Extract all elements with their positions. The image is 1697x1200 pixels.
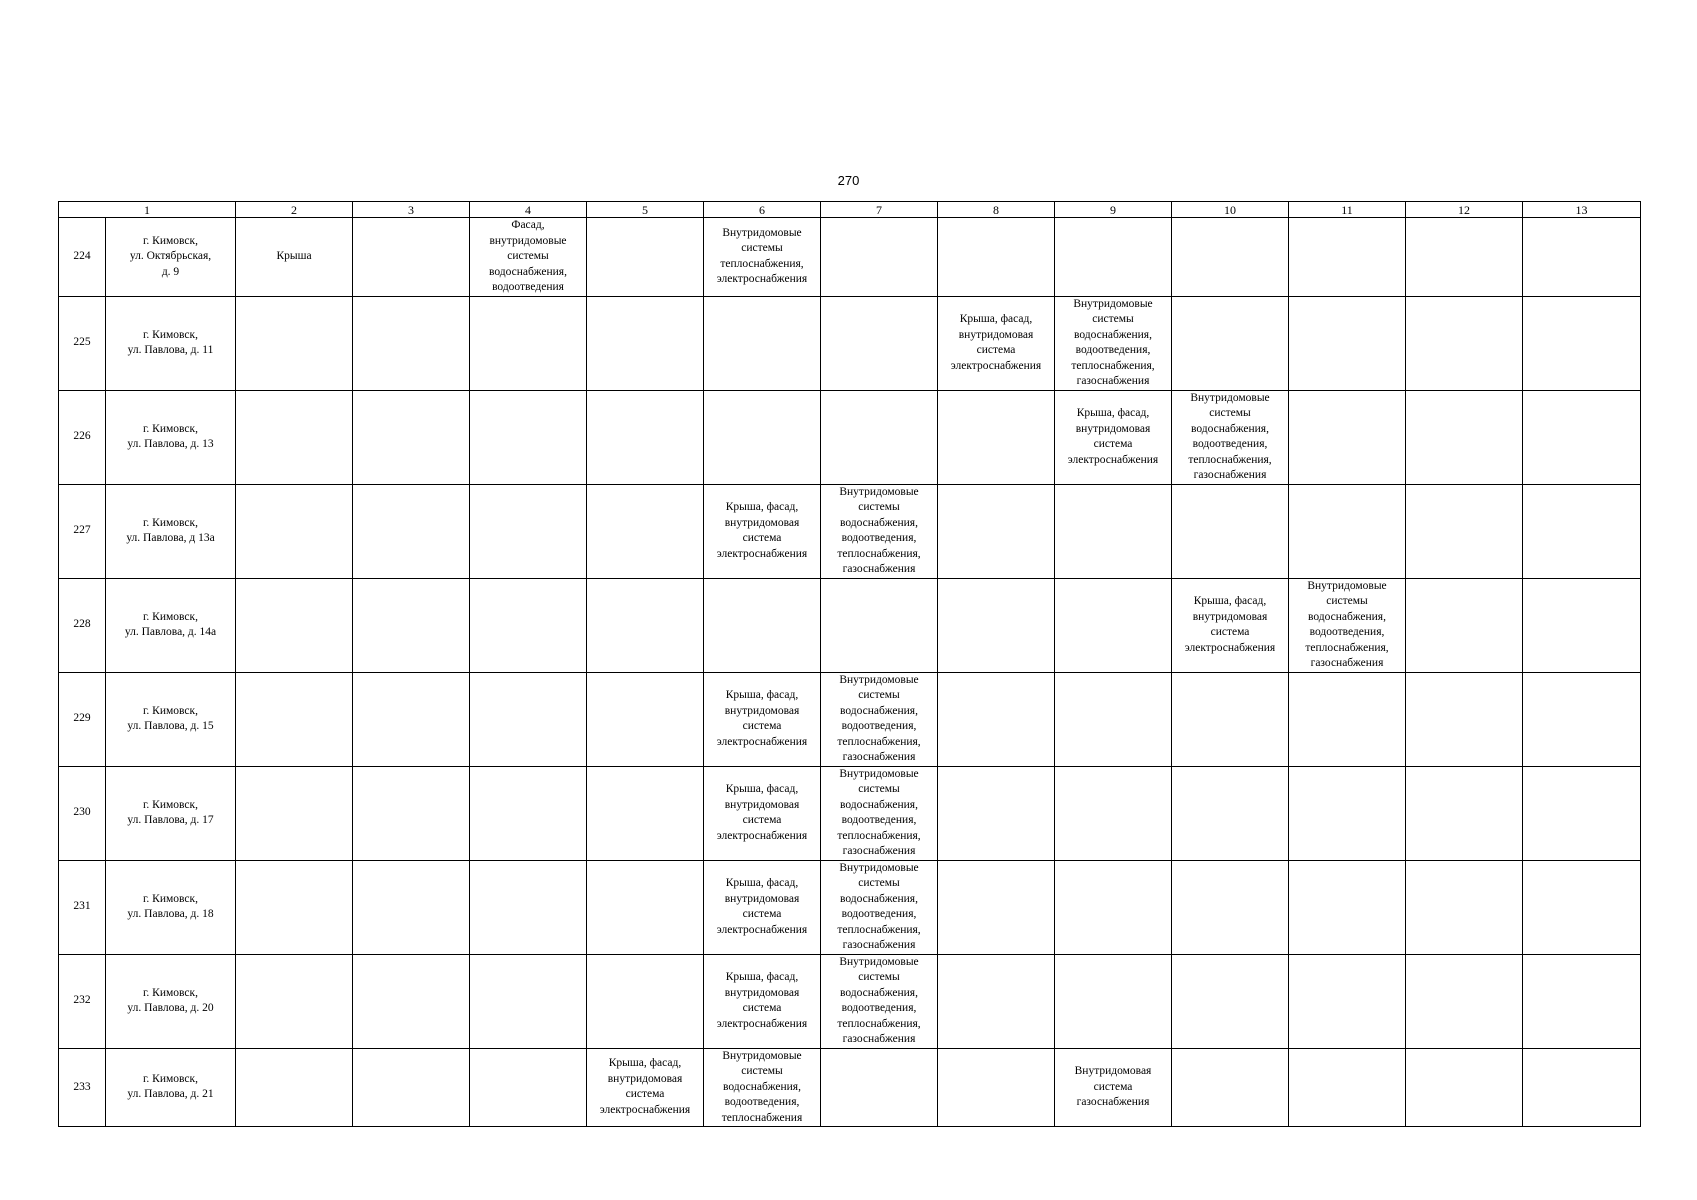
- row-number-cell: 231: [59, 860, 106, 954]
- work-cell: [704, 766, 821, 860]
- table-row: [59, 954, 1641, 1048]
- column-header: 7: [821, 202, 938, 218]
- work-cell: [236, 1048, 353, 1127]
- work-description: Внутридомовые системы водоснабжения, водоотведения, теплоснабжения, газоснабжения: [1071, 297, 1155, 387]
- work-cell: [587, 218, 704, 297]
- table-body: [59, 218, 1641, 1127]
- work-description: Внутридомовые системы водоснабжения, водоотведения, теплоснабжения, газоснабжения: [837, 485, 921, 575]
- work-cell: [1172, 954, 1289, 1048]
- row-number-cell: 224: [59, 218, 106, 297]
- work-cell: [470, 296, 587, 390]
- work-description: Крыша: [276, 250, 312, 262]
- work-cell: [353, 218, 470, 297]
- work-cell: [704, 484, 821, 578]
- column-header: 9: [1055, 202, 1172, 218]
- work-cell: [938, 766, 1055, 860]
- work-cell: [470, 672, 587, 766]
- address-text: г. Кимовск, ул. Павлова, д. 20: [127, 986, 214, 1014]
- work-cell: [1523, 860, 1641, 954]
- work-cell: [938, 1048, 1055, 1127]
- address-cell: [106, 578, 236, 672]
- table-row: [59, 578, 1641, 672]
- work-description: Крыша, фасад, внутридомовая система электроснабжения: [716, 783, 808, 842]
- work-cell: [1523, 766, 1641, 860]
- work-cell: [470, 1048, 587, 1127]
- work-cell: [1055, 390, 1172, 484]
- work-description: Внутридомовые системы водоснабжения, водоотведения, теплоснабжения, газоснабжения: [1305, 579, 1389, 669]
- column-header: 11: [1289, 202, 1406, 218]
- work-cell: [587, 578, 704, 672]
- table-row: [59, 218, 1641, 297]
- work-cell: [821, 390, 938, 484]
- table-row: [59, 296, 1641, 390]
- work-cell: [236, 296, 353, 390]
- work-cell: [938, 296, 1055, 390]
- work-cell: [1523, 578, 1641, 672]
- work-cell: [236, 672, 353, 766]
- work-cell: [236, 860, 353, 954]
- work-cell: [821, 578, 938, 672]
- work-cell: [821, 860, 938, 954]
- address-cell: [106, 954, 236, 1048]
- work-cell: [821, 218, 938, 297]
- work-cell: [821, 954, 938, 1048]
- work-description: Внутридомовые системы водоснабжения, водоотведения, теплоснабжения, газоснабжения: [1188, 391, 1272, 481]
- column-header: 13: [1523, 202, 1641, 218]
- address-cell: [106, 672, 236, 766]
- address-text: г. Кимовск, ул. Павлова, д. 15: [127, 704, 214, 732]
- row-number-cell: 228: [59, 578, 106, 672]
- page-number: 270: [837, 173, 860, 188]
- work-description: Крыша, фасад, внутридомовая система электроснабжения: [1067, 407, 1159, 466]
- work-description: Крыша, фасад, внутридомовая система электроснабжения: [716, 689, 808, 748]
- work-description: Внутридомовые системы теплоснабжения, электроснабжения: [716, 226, 808, 286]
- work-cell: [587, 766, 704, 860]
- address-cell: [106, 860, 236, 954]
- work-cell: [1289, 296, 1406, 390]
- work-cell: [821, 672, 938, 766]
- work-cell: [236, 484, 353, 578]
- work-cell: [1055, 860, 1172, 954]
- work-description: Крыша, фасад, внутридомовая система электроснабжения: [599, 1057, 691, 1116]
- column-header: 4: [470, 202, 587, 218]
- work-cell: [1289, 218, 1406, 297]
- work-cell: [587, 484, 704, 578]
- work-cell: [1055, 218, 1172, 297]
- address-text: г. Кимовск, ул. Павлова, д. 17: [127, 798, 214, 826]
- work-cell: [938, 218, 1055, 297]
- column-header: 1: [59, 202, 236, 218]
- work-cell: [704, 390, 821, 484]
- work-cell: [353, 954, 470, 1048]
- work-cell: [353, 578, 470, 672]
- work-cell: [1406, 860, 1523, 954]
- address-cell: [106, 484, 236, 578]
- work-cell: [1523, 390, 1641, 484]
- work-cell: [704, 860, 821, 954]
- column-header: 5: [587, 202, 704, 218]
- work-cell: [1289, 766, 1406, 860]
- column-header: 6: [704, 202, 821, 218]
- work-cell: [1406, 218, 1523, 297]
- work-cell: [1055, 766, 1172, 860]
- work-description: Внутридомовые системы водоснабжения, водоотведения, теплоснабжения, газоснабжения: [837, 673, 921, 763]
- work-cell: [1172, 766, 1289, 860]
- work-cell: [236, 390, 353, 484]
- address-text: г. Кимовск, ул. Павлова, д. 11: [127, 328, 214, 356]
- work-cell: [938, 672, 1055, 766]
- row-number-cell: 225: [59, 296, 106, 390]
- work-cell: [587, 1048, 704, 1127]
- row-number-cell: 233: [59, 1048, 106, 1127]
- work-cell: [1055, 672, 1172, 766]
- work-cell: [938, 578, 1055, 672]
- table-row: [59, 672, 1641, 766]
- work-cell: [1289, 484, 1406, 578]
- work-cell: [1289, 672, 1406, 766]
- address-text: г. Кимовск, ул. Павлова, д. 13: [127, 422, 214, 450]
- row-number-cell: 230: [59, 766, 106, 860]
- work-description: Внутридомовые системы водоснабжения, водоотведения, теплоснабжения: [721, 1049, 803, 1124]
- work-cell: [1406, 954, 1523, 1048]
- work-cell: [470, 484, 587, 578]
- work-cell: [1172, 296, 1289, 390]
- work-cell: [587, 954, 704, 1048]
- work-cell: [1406, 672, 1523, 766]
- row-number-cell: 229: [59, 672, 106, 766]
- work-cell: [353, 484, 470, 578]
- work-cell: [821, 296, 938, 390]
- work-cell: [353, 390, 470, 484]
- table-row: [59, 860, 1641, 954]
- work-cell: [704, 578, 821, 672]
- work-cell: [938, 954, 1055, 1048]
- work-cell: [353, 672, 470, 766]
- work-cell: [470, 954, 587, 1048]
- column-header: 8: [938, 202, 1055, 218]
- work-description: Крыша, фасад, внутридомовая система электроснабжения: [716, 877, 808, 936]
- work-cell: [1406, 1048, 1523, 1127]
- address-text: г. Кимовск, ул. Павлова, д 13а: [126, 516, 215, 544]
- work-cell: [1289, 578, 1406, 672]
- work-cell: [938, 390, 1055, 484]
- address-cell: [106, 390, 236, 484]
- work-cell: [1289, 390, 1406, 484]
- work-cell: [236, 766, 353, 860]
- work-cell: [1172, 390, 1289, 484]
- work-cell: [1289, 954, 1406, 1048]
- work-cell: [821, 766, 938, 860]
- work-cell: [1172, 578, 1289, 672]
- work-cell: [236, 954, 353, 1048]
- work-cell: [353, 860, 470, 954]
- work-cell: [1172, 860, 1289, 954]
- work-description: Крыша, фасад, внутридомовая система электроснабжения: [716, 971, 808, 1030]
- work-cell: [1523, 954, 1641, 1048]
- address-text: г. Кимовск, ул. Октябрьская, д. 9: [129, 234, 212, 278]
- work-cell: [704, 218, 821, 297]
- column-header: 2: [236, 202, 353, 218]
- work-cell: [1406, 390, 1523, 484]
- work-cell: [1172, 1048, 1289, 1127]
- work-cell: [1055, 954, 1172, 1048]
- work-description: Внутридомовые системы водоснабжения, водоотведения, теплоснабжения, газоснабжения: [837, 767, 921, 857]
- address-text: г. Кимовск, ул. Павлова, д. 18: [127, 892, 214, 920]
- work-description: Фасад, внутридомовые системы водоснабжения, водоотведения: [489, 219, 567, 293]
- work-cell: [1523, 218, 1641, 297]
- table-row: [59, 766, 1641, 860]
- work-cell: [1523, 672, 1641, 766]
- work-cell: [1523, 484, 1641, 578]
- work-cell: [1172, 218, 1289, 297]
- work-cell: [587, 672, 704, 766]
- work-cell: [1055, 296, 1172, 390]
- work-cell: [1406, 484, 1523, 578]
- column-header: 3: [353, 202, 470, 218]
- work-cell: [704, 296, 821, 390]
- work-description: Внутридомовые системы водоснабжения, водоотведения, теплоснабжения, газоснабжения: [837, 861, 921, 951]
- work-cell: [1289, 1048, 1406, 1127]
- column-header: 12: [1406, 202, 1523, 218]
- work-cell: [1055, 484, 1172, 578]
- column-number-row: [59, 202, 1641, 218]
- address-text: г. Кимовск, ул. Павлова, д. 14а: [124, 610, 217, 638]
- work-description: Крыша, фасад, внутридомовая система электроснабжения: [950, 313, 1042, 372]
- work-description: Внутридомовая система газоснабжения: [1074, 1065, 1152, 1108]
- work-cell: [1523, 1048, 1641, 1127]
- work-cell: [1523, 296, 1641, 390]
- address-cell: [106, 766, 236, 860]
- work-cell: [1406, 296, 1523, 390]
- work-cell: [587, 296, 704, 390]
- work-cell: [1055, 578, 1172, 672]
- work-cell: [470, 218, 587, 297]
- address-cell: [106, 296, 236, 390]
- work-cell: [470, 766, 587, 860]
- work-cell: [821, 484, 938, 578]
- work-cell: [1172, 484, 1289, 578]
- repair-schedule-table: [58, 201, 1641, 1127]
- row-number-cell: 232: [59, 954, 106, 1048]
- work-cell: [1055, 1048, 1172, 1127]
- work-cell: [704, 1048, 821, 1127]
- work-cell: [1406, 578, 1523, 672]
- work-cell: [1406, 766, 1523, 860]
- work-cell: [470, 578, 587, 672]
- work-cell: [587, 860, 704, 954]
- work-cell: [1172, 672, 1289, 766]
- address-text: г. Кимовск, ул. Павлова, д. 21: [127, 1072, 214, 1101]
- work-description: Крыша, фасад, внутридомовая система электроснабжения: [716, 501, 808, 560]
- work-cell: [938, 860, 1055, 954]
- work-cell: [353, 1048, 470, 1127]
- work-cell: [353, 766, 470, 860]
- work-cell: [1289, 860, 1406, 954]
- work-description: Внутридомовые системы водоснабжения, водоотведения, теплоснабжения, газоснабжения: [837, 955, 921, 1045]
- address-cell: [106, 218, 236, 297]
- work-cell: [470, 390, 587, 484]
- work-cell: [236, 578, 353, 672]
- work-description: Крыша, фасад, внутридомовая система электроснабжения: [1184, 595, 1276, 654]
- row-number-cell: 227: [59, 484, 106, 578]
- address-cell: [106, 1048, 236, 1127]
- table-row: [59, 1048, 1641, 1127]
- table-row: [59, 484, 1641, 578]
- work-cell: [704, 672, 821, 766]
- work-cell: [938, 484, 1055, 578]
- work-cell: [821, 1048, 938, 1127]
- work-cell: [353, 296, 470, 390]
- row-number-cell: 226: [59, 390, 106, 484]
- work-cell: [470, 860, 587, 954]
- work-cell: [236, 218, 353, 297]
- table-row: [59, 390, 1641, 484]
- work-cell: [587, 390, 704, 484]
- column-header: 10: [1172, 202, 1289, 218]
- work-cell: [704, 954, 821, 1048]
